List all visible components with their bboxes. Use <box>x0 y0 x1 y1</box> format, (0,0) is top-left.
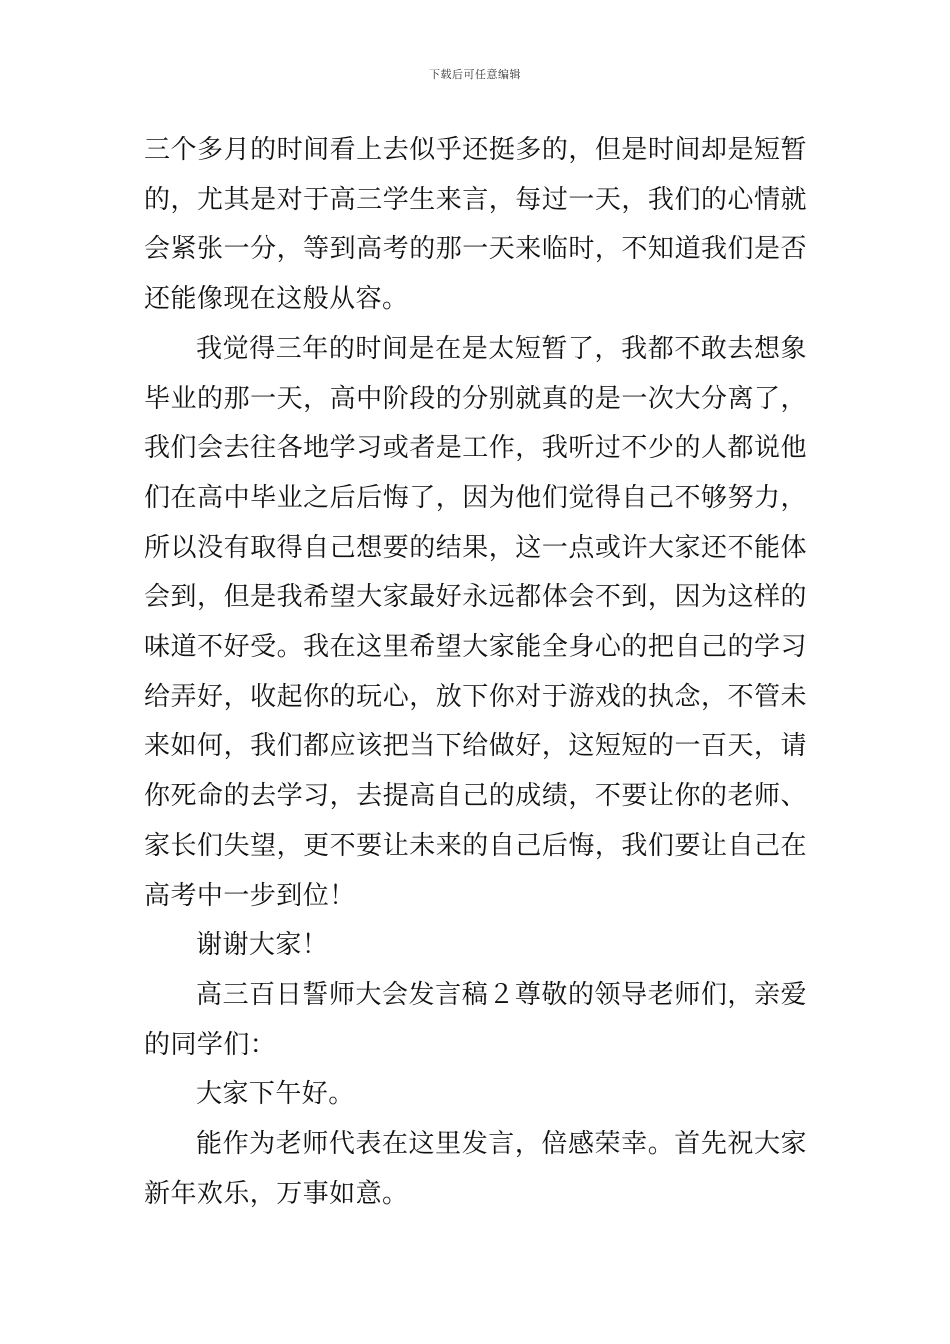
paragraph-3: 谢谢大家！ <box>196 930 329 961</box>
paragraph-6: 能作为老师代表在这里发言，倍感荣幸。首先祝大家新年欢乐，万事如意。 <box>144 1129 807 1209</box>
paragraph-1: 三个多月的时间看上去似乎还挺多的，但是时间却是短暂的，尤其是对于高三学生来言，每过一天，我们的心情就会紧张一分，等到高考的那一天来临时，不知道我们是否还能像现在这般从容。 <box>144 135 807 315</box>
document-body <box>144 126 807 1219</box>
paragraph-4: 高三百日誓师大会发言稿２尊敬的领导老师们，亲爱的同学们： <box>144 979 807 1060</box>
paragraph-2: 我觉得三年的时间是在是太短暂了，我都不敢去想象毕业的那一天，高中阶段的分别就真的是一次大分离了，我们会去往各地学习或者是工作，我听过不少的人都说他们在高中毕业之后后悔了，因为他们觉得自己不够努力，所以没有取得自己想要的结果，这一点或许大家还不能体会到，但是我希望大家最好永远都体会不到，因为这样的味道不好受。我在这里希望大家能全身心的把自己的学习给弄好，收起你的玩心，放下你对于游戏的执念，不管未来如何，我们都应该把当下给做好，这短短的一百天，请你死命的去学习，去提高自己的成绩，不要让你的老师、家长们失望，更不要让未来的自己后悔，我们要让自己在高考中一步到位！ <box>144 333 807 911</box>
page-header-note: 下载后可任意编辑 <box>429 68 521 81</box>
paragraph-5: 大家下午好。 <box>196 1079 355 1110</box>
